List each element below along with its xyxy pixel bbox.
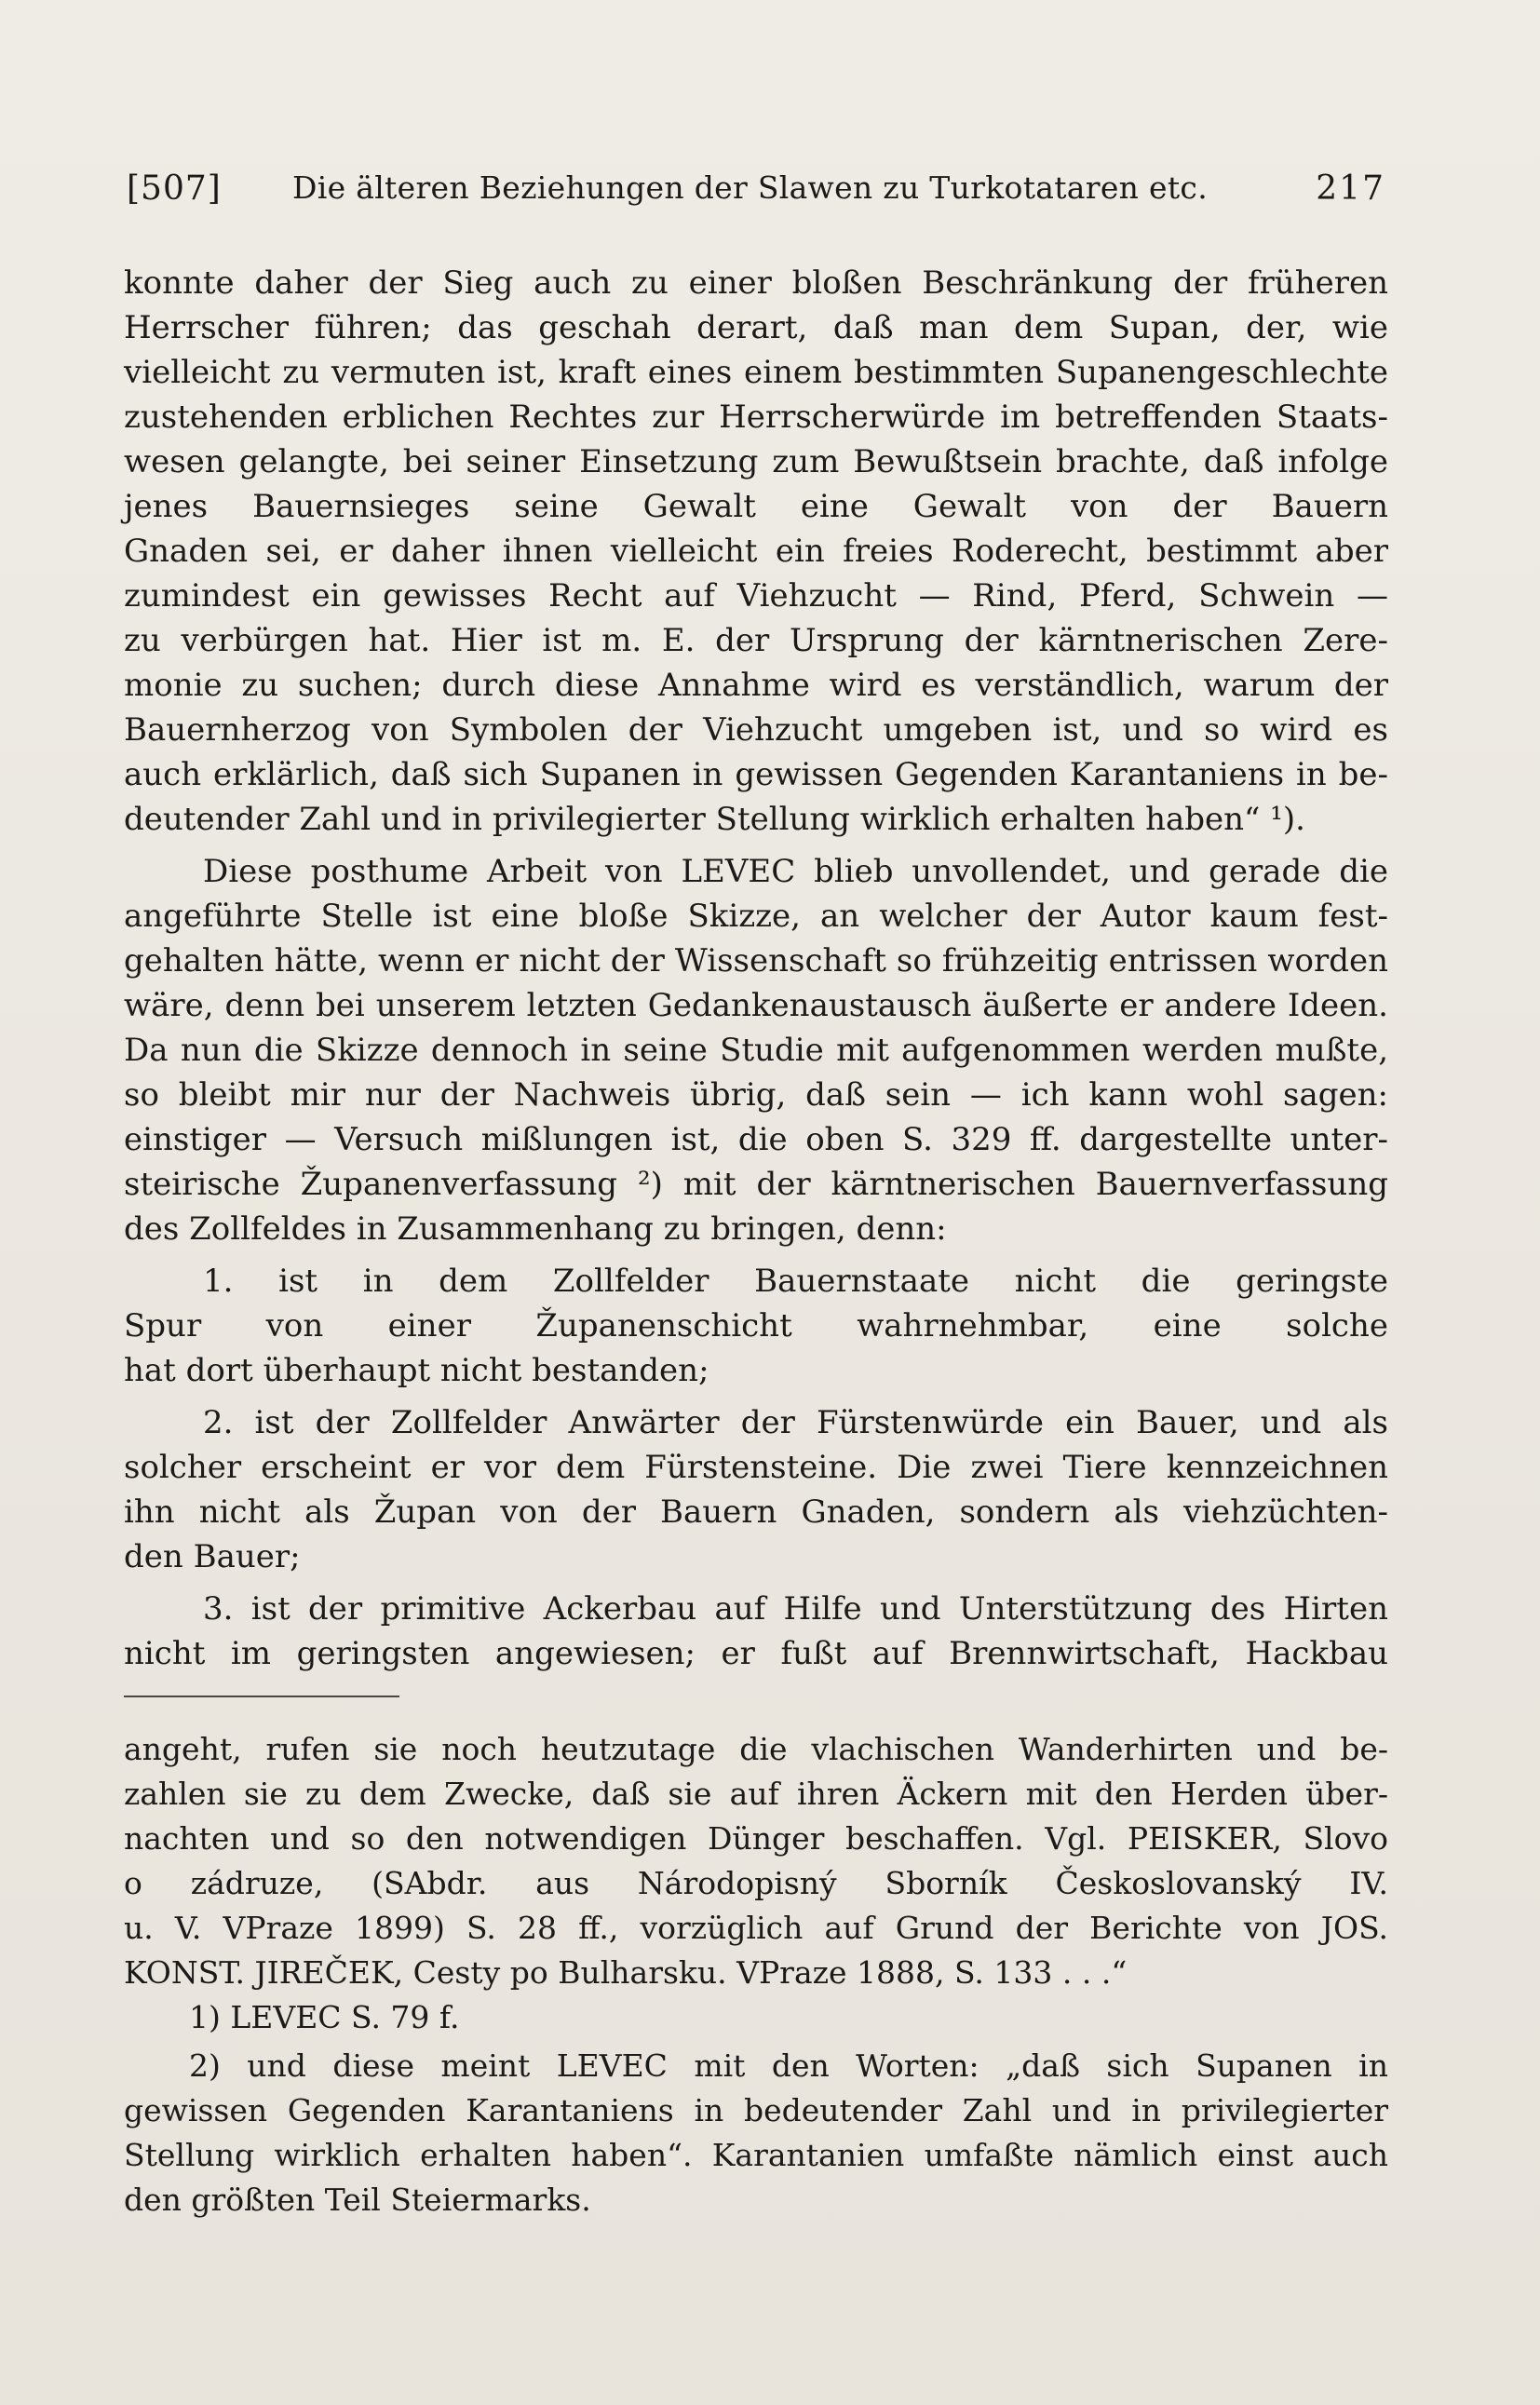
footnote-line: nachten und so den notwendigen Dünger beschaffen. Vgl. PEISKER, Slovo	[124, 1820, 1388, 1857]
list-item-3-line: 3. ist der primitive Ackerbau auf Hilfe und Unterstützung des Hirten	[203, 1590, 1388, 1628]
footnote-line: Stellung wirklich erhalten haben“. Karantanien umfaßte nämlich einst auch	[124, 2137, 1388, 2173]
footnote-line: angeht, rufen sie noch heutzutage die vlachischen Wanderhirten und be-	[124, 1731, 1388, 1767]
footnote-line: gewissen Gegenden Karantaniens in bedeutender Zahl und in privilegierter	[124, 2092, 1388, 2128]
footnote-line: zahlen sie zu dem Zwecke, daß sie auf ihren Äckern mit den Herden über-	[124, 1776, 1388, 1812]
text-line: Bauernherzog von Symbolen der Viehzucht umgeben ist, und so wird es	[124, 711, 1388, 749]
footnote-separator	[124, 1696, 399, 1697]
page-number: 217	[1316, 169, 1385, 208]
footnote-2: 2) und diese meint LEVEC mit den Worten: „daß sich Supanen in	[189, 2047, 1388, 2084]
list-item-2-line: ihn nicht als Župan von der Bauern Gnaden, sondern als viehzüchten-	[124, 1493, 1388, 1531]
list-item-3-line: nicht im geringsten angewiesen; er fußt auf Brennwirtschaft, Hackbau	[124, 1635, 1388, 1672]
text-line: Herrscher führen; das geschah derart, daß man dem Supan, der, wie	[124, 309, 1388, 346]
text-line: auch erklärlich, daß sich Supanen in gewissen Gegenden Karantaniens in be-	[124, 756, 1388, 793]
list-item-2-line: solcher erscheint er vor dem Fürstensteine. Die zwei Tiere kennzeichnen	[124, 1449, 1388, 1486]
page-header	[127, 169, 1385, 222]
text-line: konnte daher der Sieg auch zu einer bloßen Beschränkung der früheren	[124, 264, 1388, 302]
list-item-1-line: hat dort überhaupt nicht bestanden;	[124, 1352, 709, 1389]
list-item-1-line: 1. ist in dem Zollfelder Bauernstaate nicht die geringste	[203, 1263, 1388, 1300]
footnote-line: KONST. JIREČEK, Cesty po Bulharsku. VPraze 1888, S. 133 . . .“	[124, 1954, 1128, 1991]
text-line: Diese posthume Arbeit von LEVEC blieb unvollendet, und gerade die	[203, 853, 1388, 890]
text-line: Gnaden sei, er daher ihnen vielleicht ein freies Roderecht, bestimmt aber	[124, 533, 1388, 570]
text-line: angeführte Stelle ist eine bloße Skizze, an welcher der Autor kaum fest-	[124, 898, 1388, 935]
text-line: des Zollfeldes in Zusammenhang zu bringen, denn:	[124, 1210, 947, 1248]
list-item-1-line: Spur von einer Županenschicht wahrnehmbar, eine solche	[124, 1307, 1388, 1344]
text-line: zu verbürgen hat. Hier ist m. E. der Ursprung der kärntnerischen Zere-	[124, 622, 1388, 659]
main-text	[124, 261, 1388, 1676]
text-line: Da nun die Skizze dennoch in seine Studie mit aufgenommen werden mußte,	[124, 1032, 1388, 1069]
text-line: zumindest ein gewisses Recht auf Viehzucht — Rind, Pferd, Schwein —	[124, 577, 1388, 615]
text-line: vielleicht zu vermuten ist, kraft eines einem bestimmten Supanengeschlechte	[124, 354, 1388, 391]
running-title: Die älteren Beziehungen der Slawen zu Turkotataren etc.	[292, 169, 1208, 206]
text-line: einstiger — Versuch mißlungen ist, die oben S. 329 ff. dargestellte unter-	[124, 1121, 1388, 1158]
text-line: steirische Županenverfassung ²) mit der kärntnerischen Bauernverfassung	[124, 1166, 1388, 1203]
footnote-line: o zádruze, (SAbdr. aus Národopisný Sborník Českoslovanský IV.	[124, 1865, 1388, 1901]
text-line: zustehenden erblichen Rechtes zur Herrscherwürde im betreffenden Staats-	[124, 399, 1388, 436]
footnote-1: 1) LEVEC S. 79 f.	[189, 1999, 460, 2035]
footnote-line: u. V. VPraze 1899) S. 28 ff., vorzüglich auf Grund der Berichte von JOS.	[124, 1910, 1388, 1946]
text-line: jenes Bauernsieges seine Gewalt eine Gewalt von der Bauern	[124, 488, 1388, 525]
footnotes	[124, 1727, 1388, 2223]
footnote-line: den größten Teil Steiermarks.	[124, 2182, 591, 2218]
text-line: so bleibt mir nur der Nachweis übrig, daß sein — ich kann wohl sagen:	[124, 1076, 1388, 1114]
list-item-2-line: 2. ist der Zollfelder Anwärter der Fürstenwürde ein Bauer, und als	[203, 1404, 1388, 1441]
text-line: wäre, denn bei unserem letzten Gedankenaustausch äußerte er andere Ideen.	[124, 987, 1388, 1024]
text-line: wesen gelangte, bei seiner Einsetzung zum Bewußtsein brachte, daß infolge	[124, 443, 1388, 480]
text-line: deutender Zahl und in privilegierter Stellung wirklich erhalten haben“ ¹).	[124, 801, 1305, 838]
list-item-2-line: den Bauer;	[124, 1538, 301, 1575]
page-bracket-number: [507]	[127, 169, 222, 208]
text-line: gehalten hätte, wenn er nicht der Wissenschaft so frühzeitig entrissen worden	[124, 942, 1388, 980]
text-line: monie zu suchen; durch diese Annahme wird es verständlich, warum der	[124, 667, 1388, 704]
